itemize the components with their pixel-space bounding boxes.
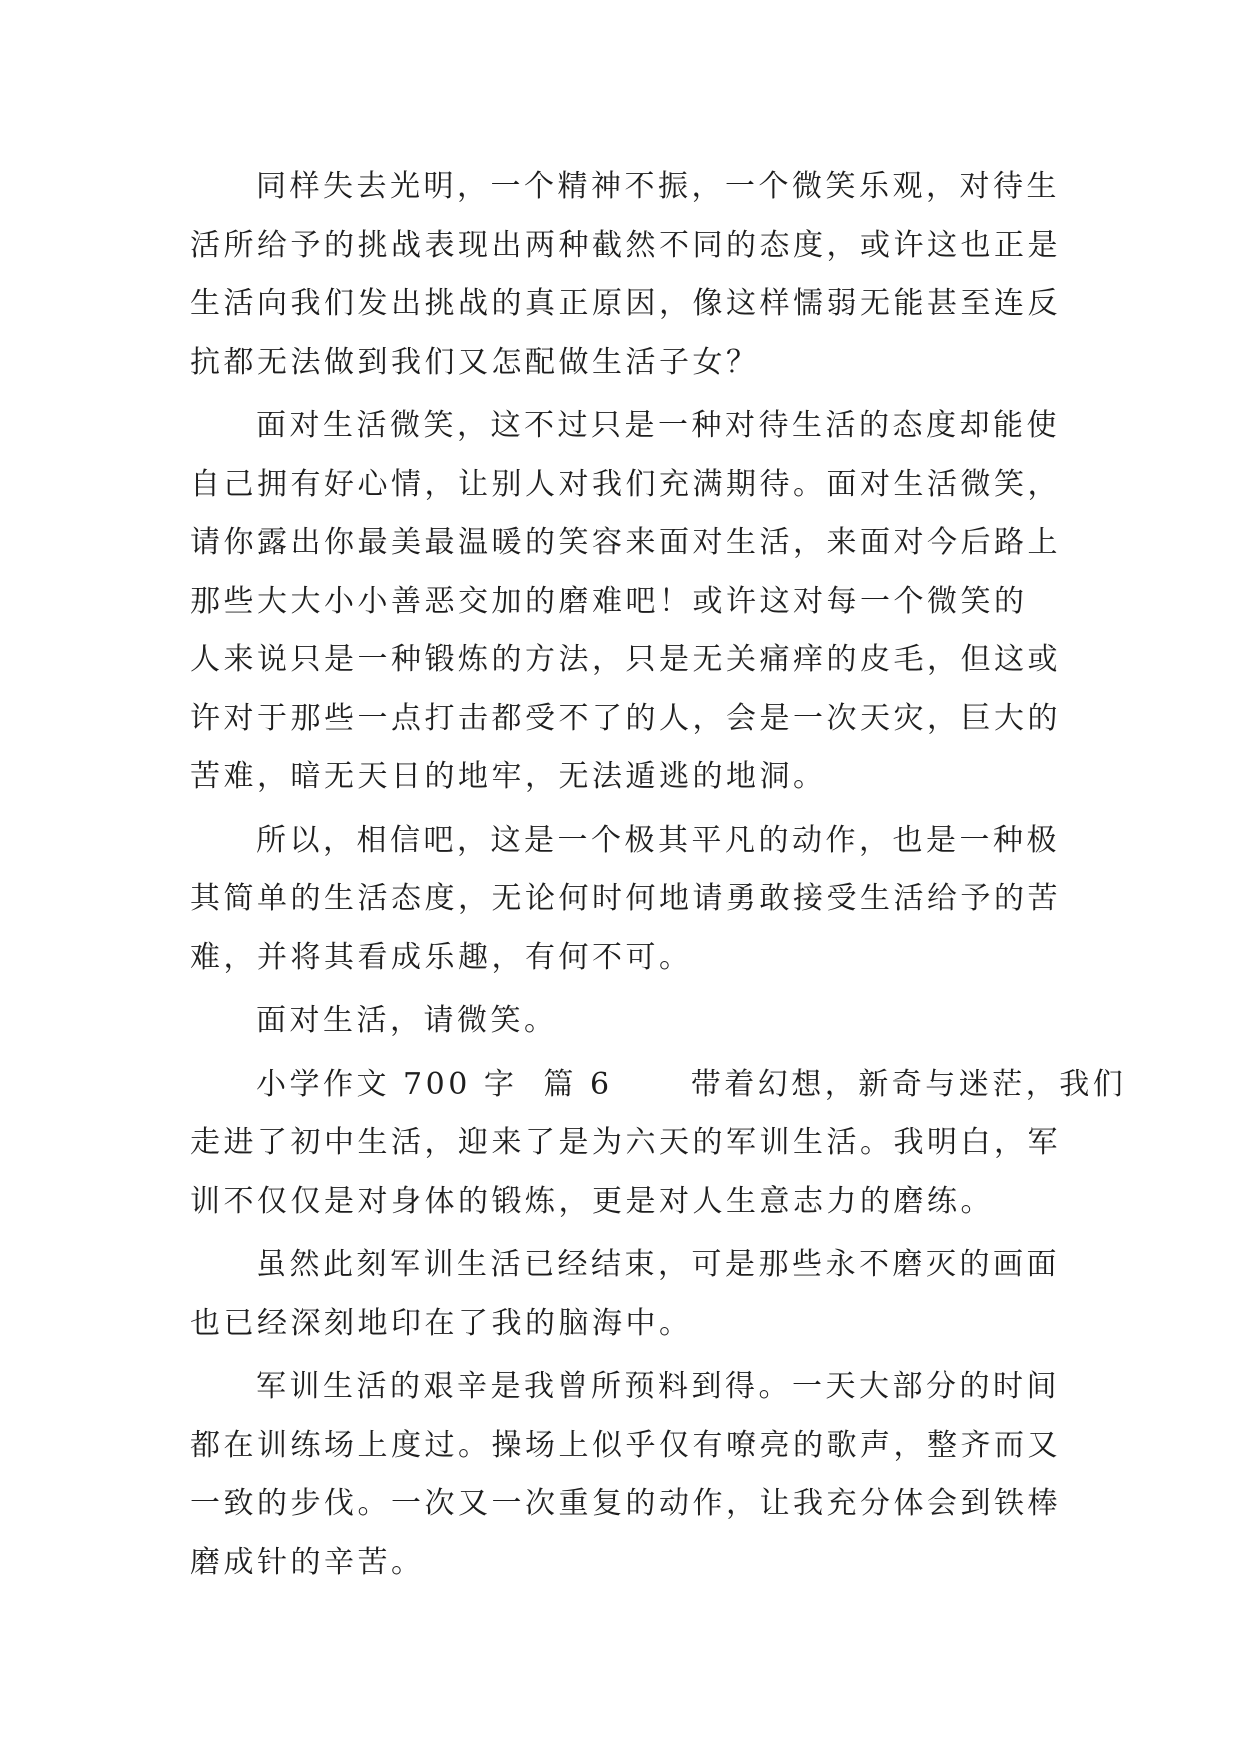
section-heading-line: 小学作文 700 字 篇 6 带着幻想，新奇与迷茫，我们: [256, 1066, 1127, 1102]
paragraph-2: [190, 397, 1061, 807]
paragraph-line: 磨成针的辛苦。: [190, 1544, 425, 1580]
paragraph-line: 都在训练场上度过。操场上似乎仅有嘹亮的歌声，整齐而又: [190, 1427, 1061, 1463]
paragraph-line: 活所给予的挑战表现出两种截然不同的态度，或许这也正是: [190, 227, 1061, 263]
paragraph-4: [190, 992, 1050, 1051]
paragraph-line: 抗都无法做到我们又怎配做生活子女？: [190, 344, 760, 380]
paragraph-line: 苦难，暗无天日的地牢，无法遁逃的地洞。: [190, 759, 827, 794]
paragraph-line: 请你露出你最美最温暖的笑容来面对生活，来面对今后路上: [190, 525, 1061, 560]
document-body: [190, 158, 1127, 1592]
paragraph-line: 走进了初中生活，迎来了是为六天的军训生活。我明白，军: [190, 1125, 1061, 1160]
paragraph-line: 面对生活，请微笑。: [256, 1003, 558, 1038]
paragraph-line: 许对于那些一点打击都受不了的人，会是一次天灾，巨大的: [190, 700, 1061, 736]
paragraph-6: [190, 1236, 1060, 1353]
paragraph-line: 军训生活的艰辛是我曾所预料到得。一天大部分的时间: [256, 1369, 1060, 1404]
paragraph-line: 同样失去光明，一个精神不振，一个微笑乐观，对待生: [256, 169, 1060, 204]
paragraph-line: 一致的步伐。一次又一次重复的动作，让我充分体会到铁棒: [190, 1486, 1061, 1521]
paragraph-line: 人来说只是一种锻炼的方法，只是无关痛痒的皮毛，但这或: [190, 642, 1061, 677]
paragraph-line: 虽然此刻军训生活已经结束，可是那些永不磨灭的画面: [256, 1247, 1060, 1282]
paragraph-line: 训不仅仅是对身体的锻炼，更是对人生意志力的磨练。: [190, 1183, 994, 1219]
paragraph-5: [190, 1056, 1127, 1232]
paragraph-line: 所以，相信吧，这是一个极其平凡的动作，也是一种极: [256, 822, 1060, 858]
paragraph-7: [190, 1358, 1061, 1592]
paragraph-1: [190, 158, 1061, 392]
paragraph-line: 也已经深刻地印在了我的脑海中。: [190, 1305, 693, 1341]
paragraph-line: 其简单的生活态度，无论何时何地请勇敢接受生活给予的苦: [190, 881, 1061, 916]
paragraph-line: 面对生活微笑，这不过只是一种对待生活的态度却能使: [256, 408, 1060, 443]
paragraph-line: 生活向我们发出挑战的真正原因，像这样懦弱无能甚至连反: [190, 286, 1061, 321]
paragraph-line: 难，并将其看成乐趣，有何不可。: [190, 939, 693, 975]
paragraph-line: 那些大大小小善恶交加的磨难吧！或许这对每一个微笑的: [190, 583, 1028, 619]
paragraph-3: [190, 812, 1061, 988]
paragraph-line: 自己拥有好心情，让别人对我们充满期待。面对生活微笑，: [190, 466, 1061, 502]
